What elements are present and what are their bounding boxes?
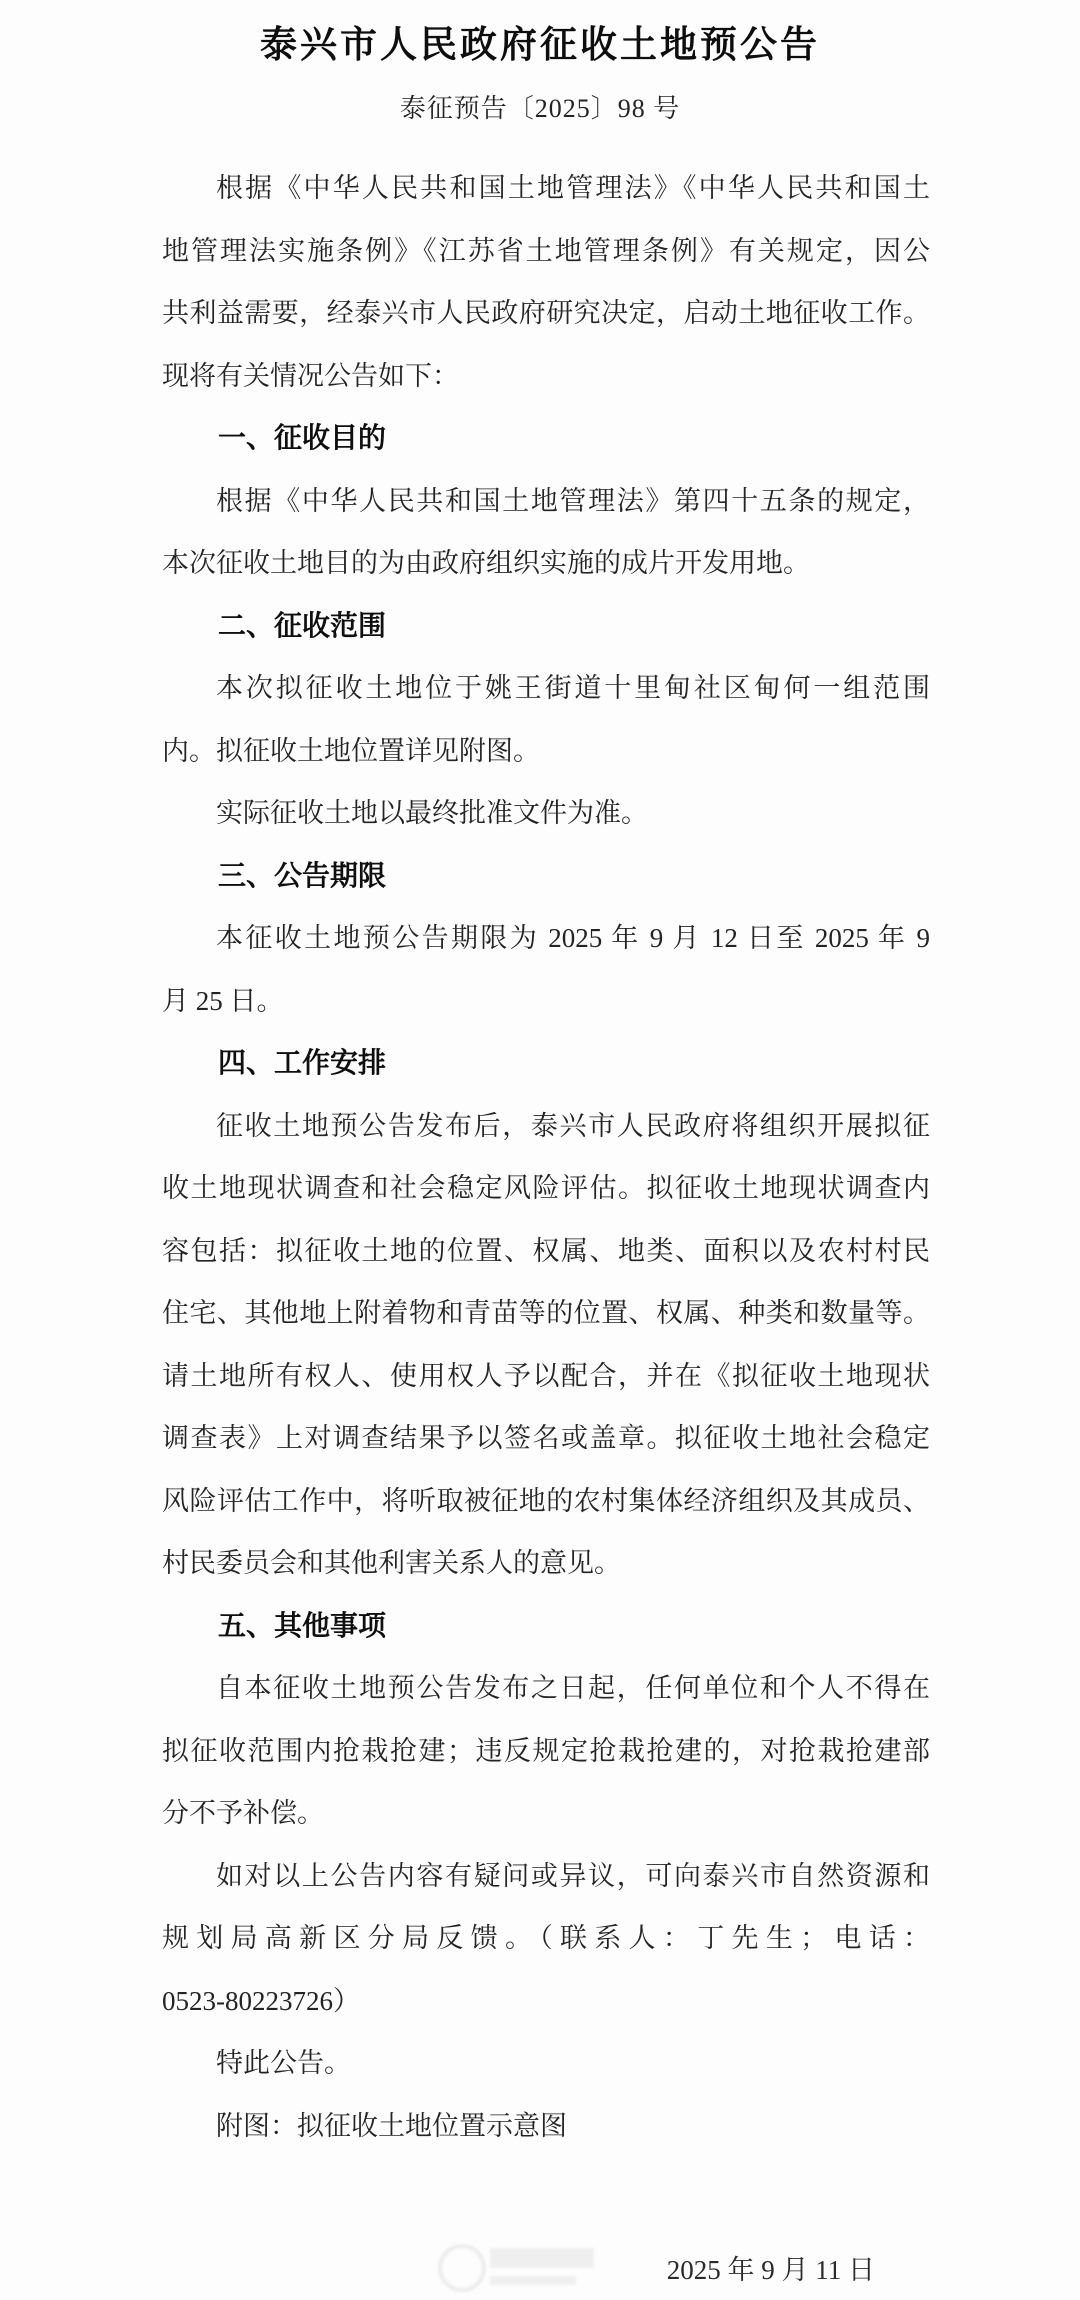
body-line: 收土地现状调查和社会稳定风险评估。拟征收土地现状调查内	[162, 1173, 930, 1203]
section-heading: 三、公告期限	[218, 859, 387, 891]
body-line: 规划局高新区分局反馈。（联系人：丁先生；电话：	[162, 1923, 930, 1953]
section-heading: 四、工作安排	[218, 1047, 387, 1078]
body-line: 请土地所有权人、使用权人予以配合，并在《拟征收土地现状	[162, 1360, 930, 1391]
section-heading: 二、征收范围	[218, 609, 387, 641]
body-line: 特此公告。	[216, 2048, 351, 2078]
document-title: 泰兴市人民政府征收土地预公告	[260, 24, 820, 65]
body-line: 风险评估工作中，将听取被征地的农村集体经济组织及其成员、	[162, 1485, 930, 1516]
body-line: 本次征收土地目的为由政府组织实施的成片开发用地。	[162, 548, 810, 578]
body-line: 内。拟征收土地位置详见附图。	[162, 735, 540, 766]
body-line: 现将有关情况公告如下：	[162, 360, 459, 391]
document-date: 2025 年 9 月 11 日	[666, 2255, 875, 2285]
body-line: 根据《中华人民共和国土地管理法》第四十五条的规定，	[216, 485, 930, 516]
body-line: 调查表》上对调查结果予以签名或盖章。拟征收土地社会稳定	[162, 1423, 930, 1453]
body-line: 自本征收土地预公告发布之日起，任何单位和个人不得在	[216, 1673, 930, 1703]
body-line: 附图：拟征收土地位置示意图	[216, 2110, 567, 2141]
body-line: 月 25 日。	[162, 985, 284, 1016]
body-line: 地管理法实施条例》《江苏省土地管理条例》有关规定，因公	[162, 235, 930, 266]
body-line: 共利益需要，经泰兴市人民政府研究决定，启动土地征收工作。	[162, 298, 930, 328]
body-line: 容包括：拟征收土地的位置、权属、地类、面积以及农村村民	[162, 1235, 930, 1266]
body-line: 村民委员会和其他利害关系人的意见。	[162, 1548, 621, 1578]
body-line: 住宅、其他地上附着物和青苗等的位置、权属、种类和数量等。	[162, 1298, 930, 1328]
body-line: 本次拟征收土地位于姚王街道十里甸社区甸何一组范围	[216, 673, 930, 703]
body-line: 征收土地预公告发布后，泰兴市人民政府将组织开展拟征	[216, 1110, 930, 1141]
document-body	[162, 157, 930, 2157]
body-line: 本征收土地预公告期限为 2025 年 9 月 12 日至 2025 年 9	[216, 923, 930, 953]
document-number: 泰征预告〔2025〕98 号	[399, 94, 681, 123]
body-line: 根据《中华人民共和国土地管理法》《中华人民共和国土	[216, 173, 930, 203]
body-line: 拟征收范围内抢栽抢建；违反规定抢栽抢建的，对抢栽抢建部	[162, 1735, 930, 1766]
body-line: 0523-80223726）	[162, 1985, 360, 2016]
body-line: 如对以上公告内容有疑问或异议，可向泰兴市自然资源和	[216, 1860, 930, 1891]
section-heading: 五、其他事项	[218, 1609, 387, 1641]
body-line: 分不予补偿。	[162, 1798, 324, 1828]
body-line: 实际征收土地以最终批准文件为准。	[216, 798, 648, 828]
section-heading: 一、征收目的	[218, 422, 387, 453]
